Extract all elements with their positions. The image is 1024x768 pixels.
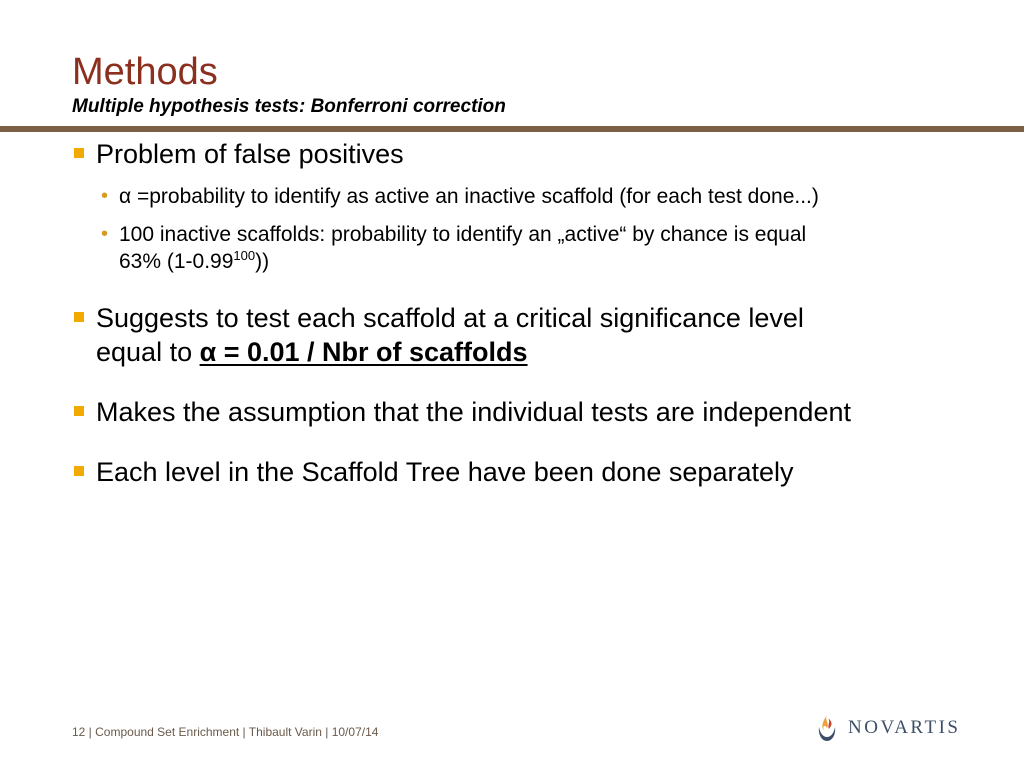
sub-bullet-text-line2: 63% (1-0.99 <box>119 250 234 273</box>
bullet-text: Problem of false positives <box>96 139 404 169</box>
square-bullet-icon <box>74 466 84 476</box>
sub-bullet-text: α =probability to identify as active an inactive scaffold (for each test done...) <box>119 185 819 208</box>
novartis-logo <box>816 713 960 743</box>
slide-subtitle: Multiple hypothesis tests: Bonferroni correction <box>72 96 506 117</box>
sub-bullet-text-line1: 100 inactive scaffolds: probability to identify an „active“ by chance is equal <box>119 223 807 246</box>
bullet-text-line2: equal to <box>96 337 200 367</box>
bullet-text: Makes the assumption that the individual tests are independent <box>96 397 851 427</box>
bullet-false-positives <box>72 137 992 275</box>
square-bullet-icon <box>74 312 84 322</box>
sub-bullet-list <box>100 183 992 275</box>
sub-bullet-alpha-definition <box>100 183 992 210</box>
bonferroni-formula: α = 0.01 / Nbr of scaffolds <box>199 337 528 367</box>
dot-bullet-icon: • <box>101 223 109 245</box>
slide-title: Methods <box>72 51 218 93</box>
header-divider <box>0 126 1024 132</box>
sub-bullet-text-line2-end: )) <box>255 250 270 273</box>
logo-wordmark: NOVARTIS <box>848 717 961 738</box>
dot-bullet-icon: • <box>101 185 109 207</box>
exponent: 100 <box>233 248 256 263</box>
square-bullet-icon <box>74 148 84 158</box>
bullet-text: Each level in the Scaffold Tree have been done separately <box>96 457 794 487</box>
novartis-flame-icon <box>816 713 838 743</box>
bullet-text-line1: Suggests to test each scaffold at a critical significance level <box>96 303 804 333</box>
slide-footer: 12 | Compound Set Enrichment | Thibault Varin | 10/07/14 <box>72 725 379 739</box>
bullet-independence-assumption <box>72 395 992 429</box>
bullet-significance-level <box>72 301 992 369</box>
bullet-scaffold-tree-levels <box>72 455 992 489</box>
square-bullet-icon <box>74 406 84 416</box>
sub-bullet-probability-example <box>100 221 992 275</box>
slide-content <box>72 137 992 515</box>
